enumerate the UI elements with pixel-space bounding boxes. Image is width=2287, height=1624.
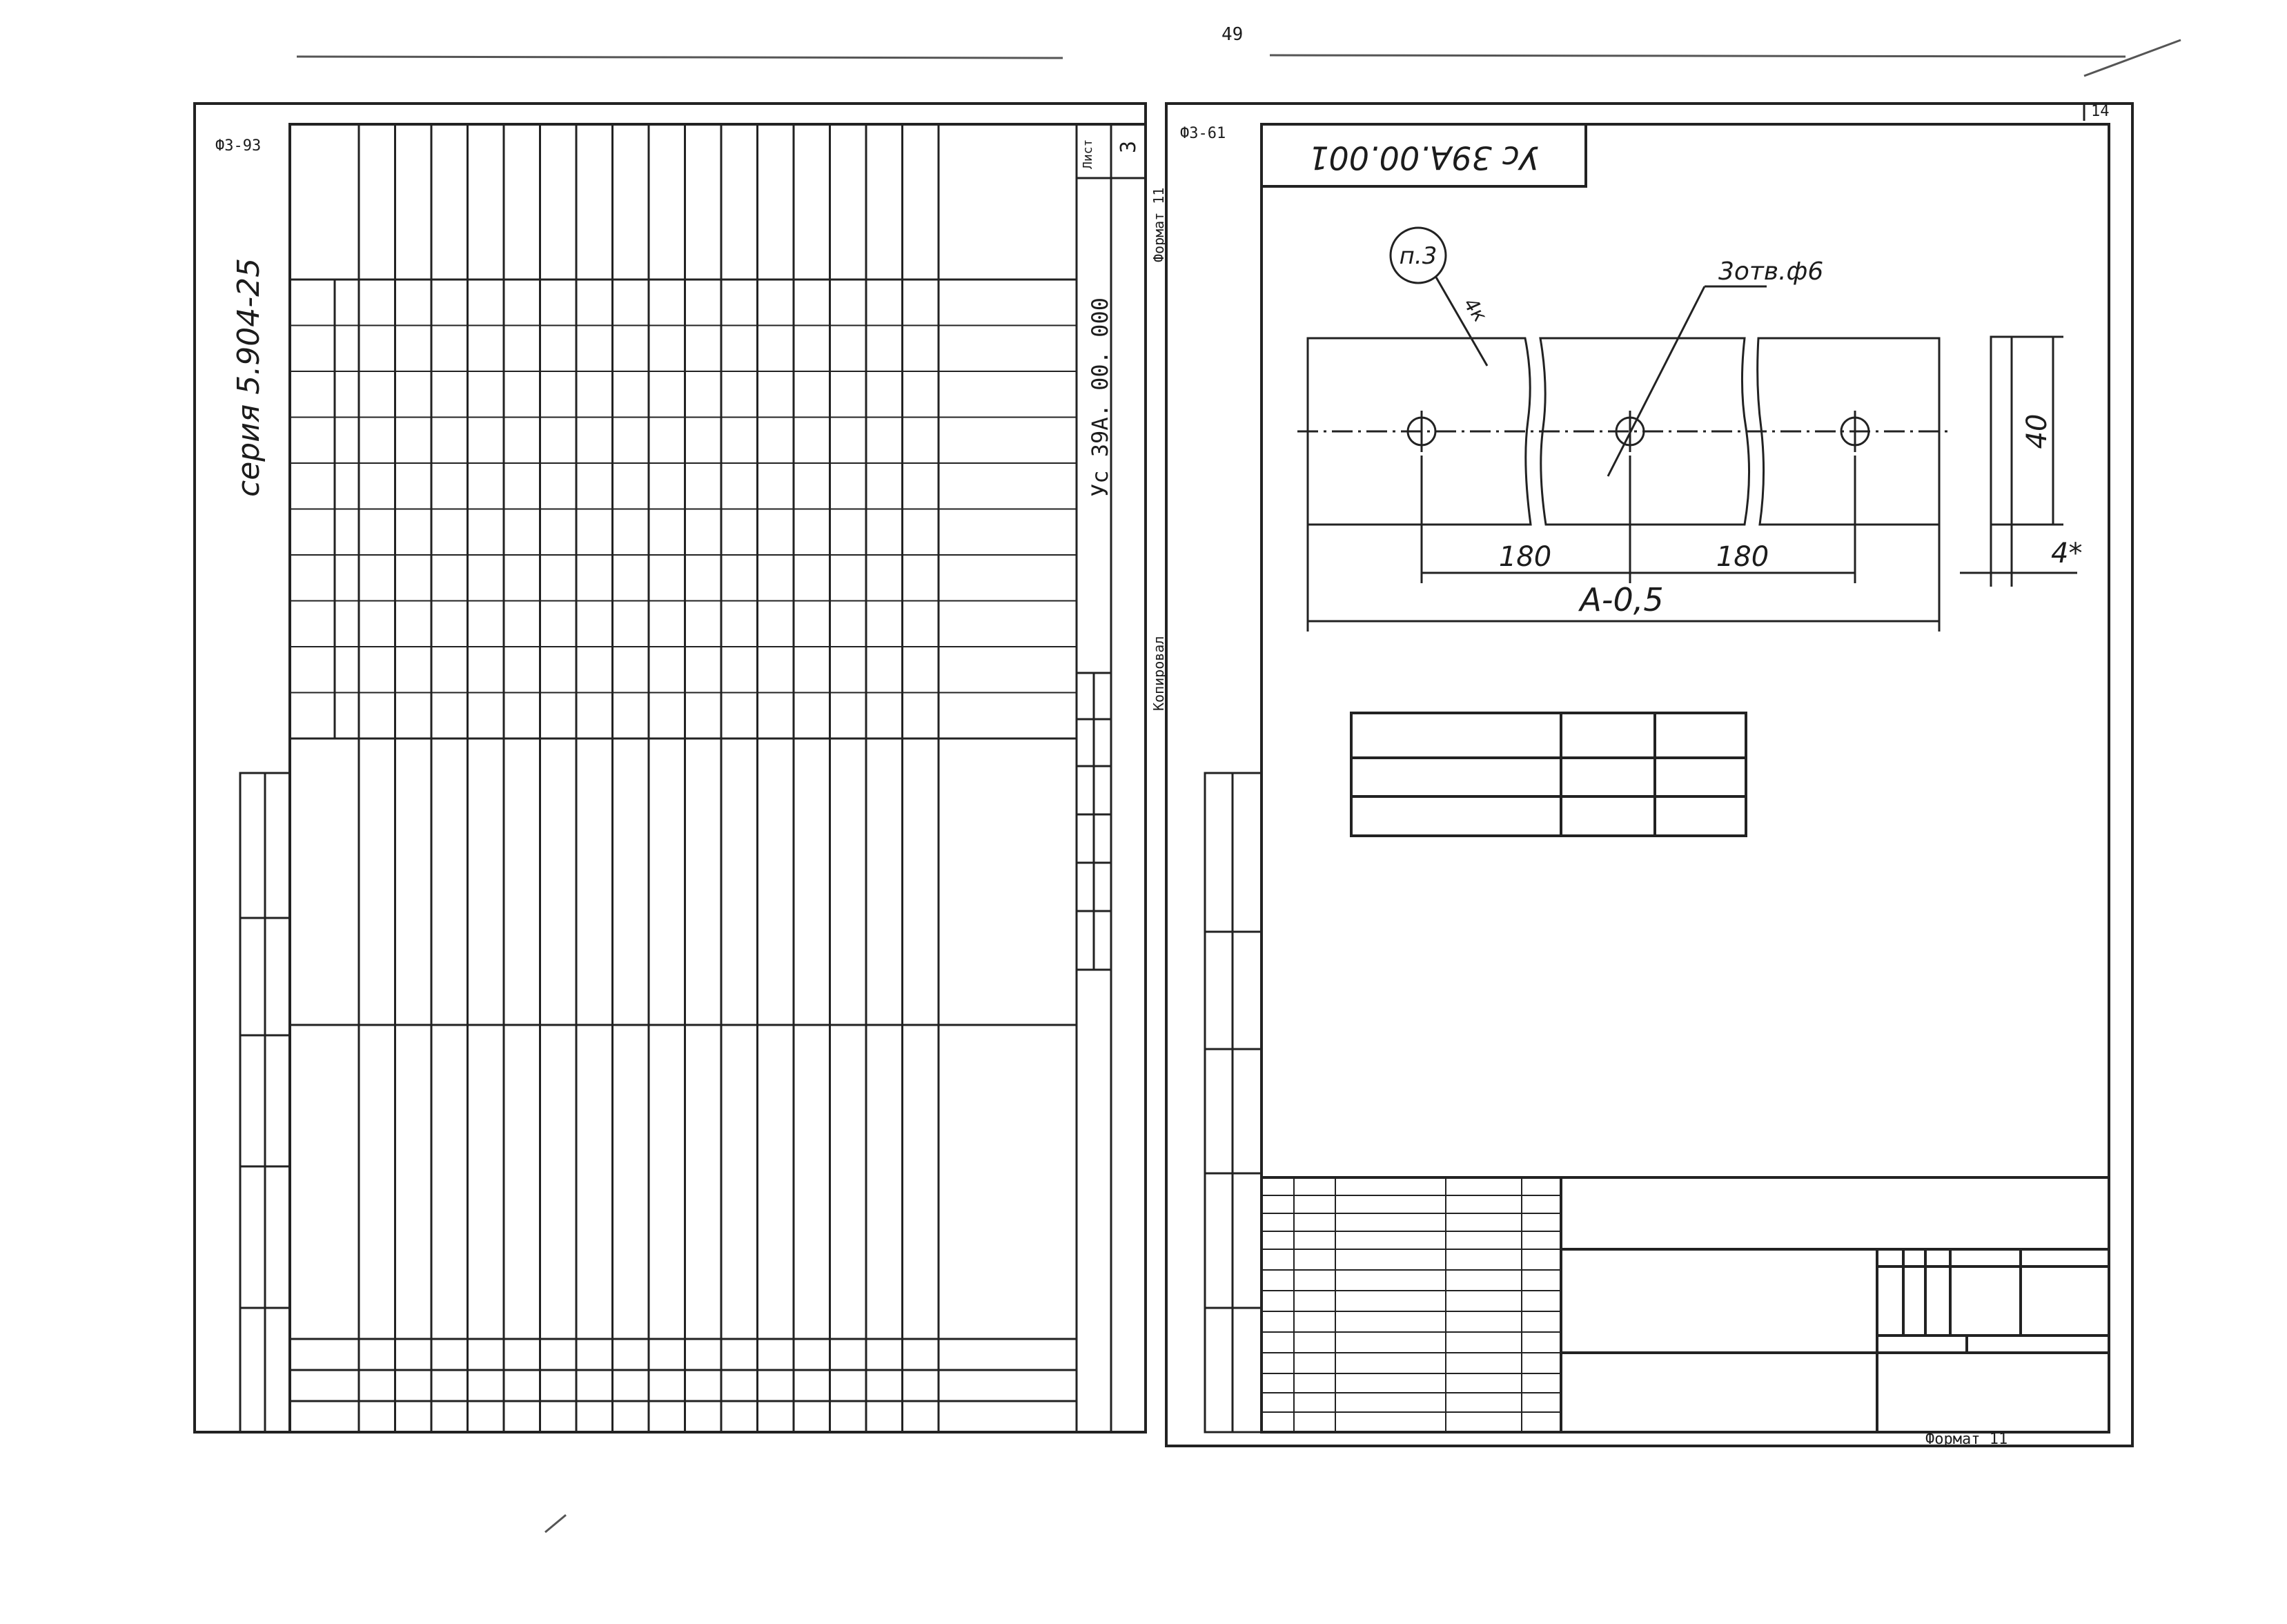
spec-grid [290,124,1077,1432]
dim-180-right: 180 [1716,541,1769,573]
part-drawing [1297,228,2077,632]
variant-table [1351,713,1746,836]
right-sheet-corner: 14 [2091,103,2110,120]
callout-sub: 4к [1459,293,1492,326]
holes-label: 3отв.ф6 [1718,257,1824,286]
left-sheet [195,104,1167,1432]
left-side-strip [240,773,290,1432]
right-format-label: Формат 11 [1925,1431,2008,1448]
title-block-frame [1262,1177,2109,1432]
dim-height: 40 [2021,413,2053,449]
left-doc-code: Ус 39А. 00. 000 [1087,297,1113,497]
series-label: серия 5.904-25 [231,257,266,497]
right-side-strip [1205,773,1262,1432]
right-sheet [1166,103,2132,1448]
dim-thickness: 4* [2051,538,2083,569]
left-sheet-label: Лист [1081,139,1095,169]
left-format-label: Формат 11 [1150,187,1167,262]
page-top-mark: 49 [1221,24,1244,45]
right-format-code: ФЗ-61 [1180,125,1226,142]
left-format-code: ФЗ-93 [215,137,262,155]
dim-overall: А-0,5 [1580,581,1664,618]
left-sheet-number: 3 [1117,140,1141,153]
title-block-grid [1262,1177,1561,1432]
dim-180-left: 180 [1498,541,1552,573]
callout-label: п.3 [1399,242,1437,270]
rotated-doc-code: Ус 39А.00.001 [1308,139,1539,177]
left-copied-label: Копировал [1150,636,1167,711]
